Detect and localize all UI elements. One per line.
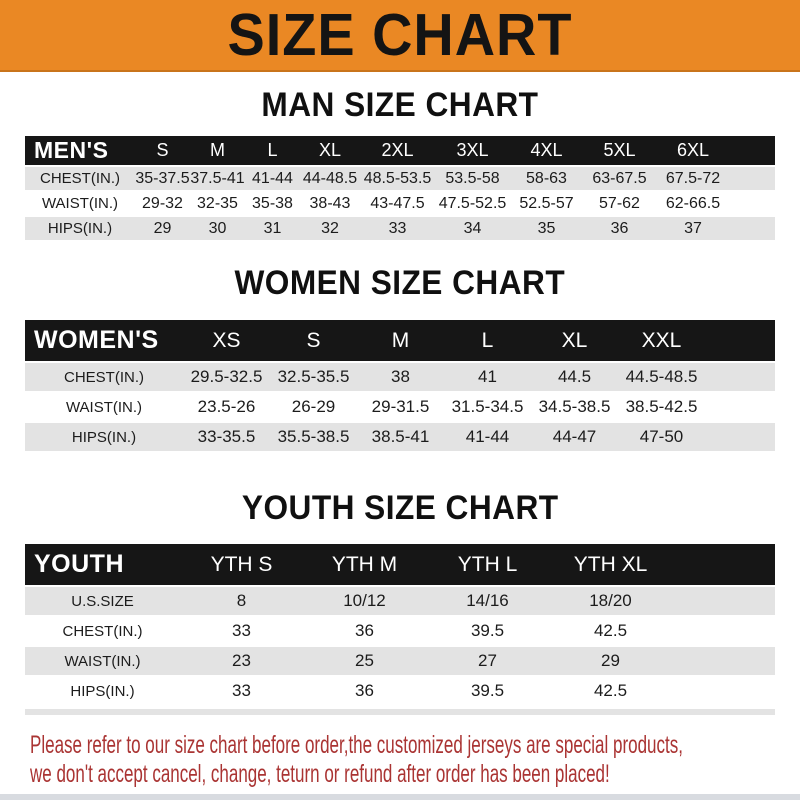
size-cell: 44.5 <box>531 363 618 393</box>
size-cell: 23.5-26 <box>183 393 270 423</box>
size-cell: 42.5 <box>549 617 672 647</box>
size-cell: 8 <box>180 587 303 617</box>
youth-size-table <box>25 544 775 707</box>
table-row <box>25 617 775 647</box>
size-column-header: S <box>270 320 357 363</box>
size-cell: 29 <box>135 217 190 242</box>
size-cell: 44.5-48.5 <box>618 363 705 393</box>
youth-table-label: YOUTH <box>25 544 180 587</box>
row-label: WAIST(IN.) <box>25 192 135 217</box>
title-banner <box>0 0 800 72</box>
size-cell: 53.5-58 <box>435 167 510 192</box>
size-cell: 14/16 <box>426 587 549 617</box>
size-cell: 35-38 <box>245 192 300 217</box>
size-cell: 18/20 <box>549 587 672 617</box>
row-label: CHEST(IN.) <box>25 617 180 647</box>
size-cell: 38-43 <box>300 192 360 217</box>
men-section <box>0 88 800 242</box>
size-cell: 34 <box>435 217 510 242</box>
size-cell: 33 <box>180 677 303 707</box>
size-column-header: YTH L <box>426 544 549 587</box>
row-label: HIPS(IN.) <box>25 423 183 453</box>
size-cell: 32.5-35.5 <box>270 363 357 393</box>
size-column-header: XS <box>183 320 270 363</box>
size-column-header: YTH S <box>180 544 303 587</box>
page-title: SIZE CHART <box>227 1 573 69</box>
size-cell: 34.5-38.5 <box>531 393 618 423</box>
size-cell: 32-35 <box>190 192 245 217</box>
spacer-cell <box>705 393 775 423</box>
disclaimer-line-1: Please refer to our size chart before order,the customized jerseys are special products, <box>30 731 683 759</box>
bottom-edge-strip <box>0 794 800 800</box>
size-cell: 41 <box>444 363 531 393</box>
men-size-table <box>25 136 775 242</box>
men-section-heading <box>0 88 800 122</box>
youth-section-heading <box>0 491 800 525</box>
women-size-table <box>25 320 775 453</box>
spacer-cell <box>705 320 775 363</box>
size-cell: 36 <box>303 617 426 647</box>
size-cell: 39.5 <box>426 677 549 707</box>
size-cell: 29.5-32.5 <box>183 363 270 393</box>
size-cell: 58-63 <box>510 167 583 192</box>
table-row <box>25 363 775 393</box>
size-cell: 38.5-41 <box>357 423 444 453</box>
spacer-cell <box>672 617 775 647</box>
disclaimer-line-2: we don't accept cancel, change, teturn or refund after order has been placed! <box>30 760 610 788</box>
size-column-header: 4XL <box>510 136 583 167</box>
size-column-header: 3XL <box>435 136 510 167</box>
size-column-header: M <box>357 320 444 363</box>
size-cell: 38.5-42.5 <box>618 393 705 423</box>
youth-heading-text: YOUTH SIZE CHART <box>241 489 559 527</box>
row-label: WAIST(IN.) <box>25 647 180 677</box>
row-label: U.S.SIZE <box>25 587 180 617</box>
table-row <box>25 167 775 192</box>
size-cell: 67.5-72 <box>656 167 730 192</box>
women-header-row <box>25 320 775 363</box>
row-label: CHEST(IN.) <box>25 363 183 393</box>
size-cell: 29 <box>549 647 672 677</box>
size-cell: 39.5 <box>426 617 549 647</box>
size-cell: 33 <box>360 217 435 242</box>
table-row <box>25 677 775 707</box>
youth-header-row <box>25 544 775 587</box>
size-column-header: XL <box>531 320 618 363</box>
women-section <box>0 266 800 453</box>
table-row <box>25 423 775 453</box>
size-cell: 33 <box>180 617 303 647</box>
women-table-label: WOMEN'S <box>25 320 183 363</box>
size-cell: 63-67.5 <box>583 167 656 192</box>
row-label: CHEST(IN.) <box>25 167 135 192</box>
size-cell: 32 <box>300 217 360 242</box>
size-cell: 37 <box>656 217 730 242</box>
size-cell: 23 <box>180 647 303 677</box>
size-cell: 35-37.5 <box>135 167 190 192</box>
size-column-header: 6XL <box>656 136 730 167</box>
size-cell: 44-48.5 <box>300 167 360 192</box>
spacer-cell <box>672 647 775 677</box>
spacer-cell <box>730 192 775 217</box>
spacer-cell <box>730 136 775 167</box>
size-cell: 36 <box>303 677 426 707</box>
size-cell: 26-29 <box>270 393 357 423</box>
size-cell: 10/12 <box>303 587 426 617</box>
size-cell: 41-44 <box>444 423 531 453</box>
size-cell: 38 <box>357 363 444 393</box>
spacer-cell <box>672 677 775 707</box>
size-cell: 35 <box>510 217 583 242</box>
size-cell: 41-44 <box>245 167 300 192</box>
size-cell: 31 <box>245 217 300 242</box>
table-row <box>25 192 775 217</box>
row-label: HIPS(IN.) <box>25 677 180 707</box>
size-cell: 36 <box>583 217 656 242</box>
size-cell: 37.5-41 <box>190 167 245 192</box>
spacer-cell <box>730 217 775 242</box>
size-cell: 43-47.5 <box>360 192 435 217</box>
size-cell: 47.5-52.5 <box>435 192 510 217</box>
size-cell: 47-50 <box>618 423 705 453</box>
size-column-header: XXL <box>618 320 705 363</box>
row-label: HIPS(IN.) <box>25 217 135 242</box>
spacer-cell <box>672 587 775 617</box>
size-column-header: 2XL <box>360 136 435 167</box>
table-row <box>25 217 775 242</box>
size-cell: 44-47 <box>531 423 618 453</box>
size-cell: 48.5-53.5 <box>360 167 435 192</box>
women-heading-text: WOMEN SIZE CHART <box>234 264 566 302</box>
youth-table-bottom-strip <box>25 709 775 715</box>
spacer-cell <box>730 167 775 192</box>
disclaimer <box>30 731 800 789</box>
size-cell: 29-31.5 <box>357 393 444 423</box>
size-cell: 25 <box>303 647 426 677</box>
men-table-label: MEN'S <box>25 136 135 167</box>
table-row <box>25 393 775 423</box>
size-column-header: L <box>444 320 531 363</box>
size-column-header: M <box>190 136 245 167</box>
size-cell: 33-35.5 <box>183 423 270 453</box>
size-column-header: YTH XL <box>549 544 672 587</box>
spacer-cell <box>705 423 775 453</box>
size-cell: 30 <box>190 217 245 242</box>
size-column-header: L <box>245 136 300 167</box>
size-cell: 27 <box>426 647 549 677</box>
table-row <box>25 647 775 677</box>
table-row <box>25 587 775 617</box>
size-cell: 42.5 <box>549 677 672 707</box>
size-column-header: YTH M <box>303 544 426 587</box>
men-heading-text: MAN SIZE CHART <box>261 86 539 124</box>
youth-section <box>0 491 800 715</box>
size-cell: 62-66.5 <box>656 192 730 217</box>
women-section-heading <box>0 266 800 300</box>
size-cell: 52.5-57 <box>510 192 583 217</box>
size-column-header: S <box>135 136 190 167</box>
size-column-header: XL <box>300 136 360 167</box>
size-cell: 35.5-38.5 <box>270 423 357 453</box>
spacer-cell <box>672 544 775 587</box>
size-column-header: 5XL <box>583 136 656 167</box>
row-label: WAIST(IN.) <box>25 393 183 423</box>
size-cell: 29-32 <box>135 192 190 217</box>
size-cell: 57-62 <box>583 192 656 217</box>
spacer-cell <box>705 363 775 393</box>
size-cell: 31.5-34.5 <box>444 393 531 423</box>
men-header-row <box>25 136 775 167</box>
